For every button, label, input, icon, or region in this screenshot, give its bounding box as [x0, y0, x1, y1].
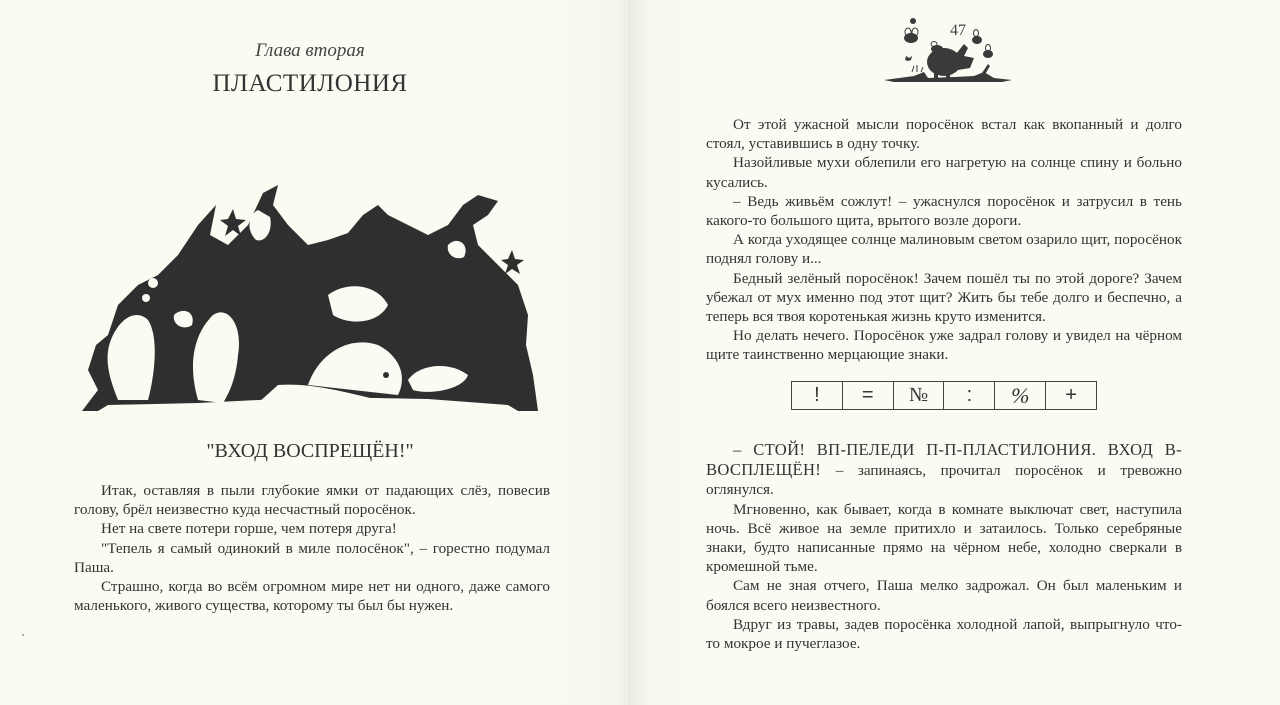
paragraph: Итак, оставляя в пыли глубокие ямки от падающих слёз, повесив голову, брёл неизвестно куда несчастный поросёнок. [74, 482, 550, 519]
paragraph: Но делать нечего. Поросёнок уже задрал голову и увидел на чёрном щите таинственно мерцающие знаки. [706, 327, 1182, 364]
shout-caps: – СТОЙ! ВП-ПЕЛЕДИ П-П-ПЛАСТИЛОНИЯ. ВХОД В-ВОСПЛЕЩЁН! [706, 440, 1182, 480]
chapter-label: Глава вторая [255, 40, 365, 61]
right-page-text-bottom [706, 440, 1182, 653]
paragraph: Назойливые мухи облепили его нагретую на солнце спину и больно кусались. [706, 154, 1182, 191]
paragraph: Сам не зная отчего, Паша мелко задрожал. Он был маленьким и боялся всего неизвестного. [706, 577, 1182, 614]
left-page [0, 0, 630, 705]
paragraph: Мгновенно, как бывает, когда в комнате выключат свет, наступила ночь. Всё живое на земле притихло и затаилось. Только серебряные знаки, будто написанные прямо на чёрном небе, холодно сверкали в кромешной тьме. [706, 500, 1182, 576]
sign-plus: + [1065, 384, 1077, 406]
sign-exclamation: ! [792, 382, 843, 409]
section-title: "ВХОД ВОСПРЕЩЁН!" [206, 440, 414, 462]
paragraph: Бедный зелёный поросёнок! Зачем пошёл ты по этой дороге? Зачем убежал от мух именно под этот щит? Жить бы тебе долго и беспечно, а теперь вся твоя коротенькая жизнь круто изменится. [706, 269, 1182, 326]
plasticine-landscape-illustration-icon [78, 185, 538, 417]
paragraph: Страшно, когда во всём огромном мире нет ни одного, даже самого маленького, живого существа, которому ты был бы нужен. [74, 578, 550, 615]
paper-speck [22, 634, 24, 636]
sign-equals: = [843, 382, 894, 409]
paragraph: "Тепель я самый одинокий в миле полосёнок", – горестно подумал Паша. [74, 539, 550, 576]
paragraph: Вдруг из травы, задев поросёнка холодной лапой, выпрыгнуло что-то мокрое и пучеглазое. [706, 615, 1182, 653]
left-page-text [74, 481, 550, 615]
page-number: 47 [950, 22, 966, 39]
paragraph: – Ведь живьём сожлут! – ужаснулся поросёнок и затрусил в тень какого-то большого щита, врытого возле дороги. [706, 192, 1182, 230]
paragraph: От этой ужасной мысли поросёнок встал как вкопанный и долго стоял, уставившись в одну точку. [706, 116, 1182, 153]
paragraph-shout [706, 440, 1182, 500]
signboard-symbols [791, 381, 1097, 410]
sign-numero: № [894, 382, 945, 409]
piglet-with-flies-vignette-icon [884, 14, 1012, 84]
sign-colon: : [944, 382, 995, 409]
right-page-text-top [706, 115, 1182, 365]
paragraph: Нет на свете потери горше, чем потеря друга! [101, 520, 397, 538]
shout-rest: – запинаясь, прочитал поросёнок и тревожно оглянулся. [706, 462, 1182, 499]
chapter-title: ПЛАСТИЛОНИЯ [212, 70, 408, 97]
sign-percent: % [995, 382, 1046, 409]
paragraph: А когда уходящее солнце малиновым светом озарило щит, поросёнок поднял голову и... [706, 231, 1182, 268]
